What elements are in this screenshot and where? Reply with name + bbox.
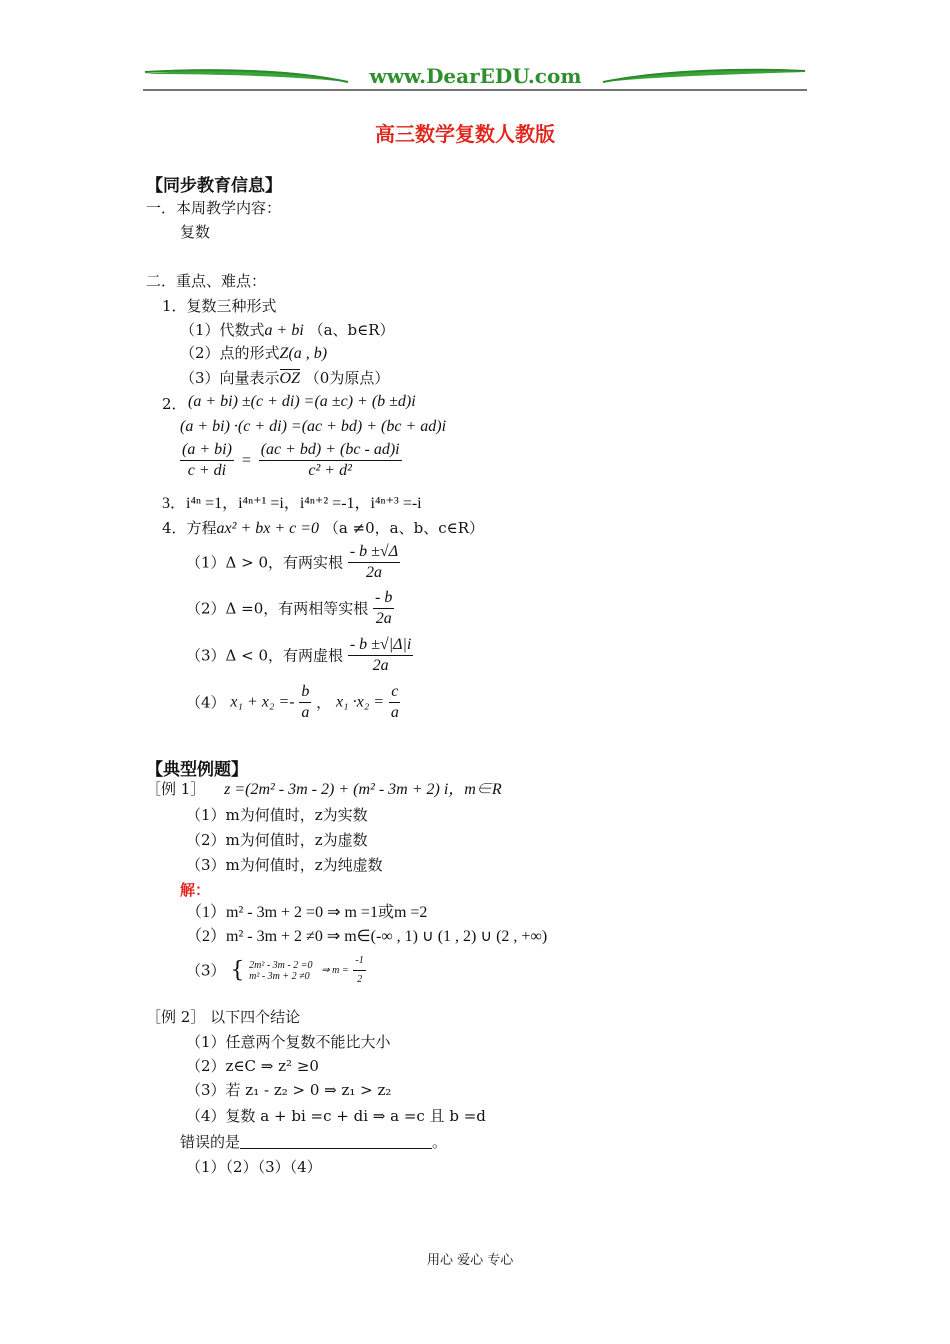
- s2-4a-den: 2a: [365, 564, 382, 581]
- ex2-statement-3: （3）若 z₁ - z₂ > 0 ⇒ z₁ > z₂: [186, 1081, 392, 1099]
- section-heading-examples: 【典型例题】: [146, 760, 248, 780]
- ex2-intro: 以下四个结论: [210, 1008, 301, 1026]
- s2-4a-label: （1）Δ > 0，有两实根: [186, 553, 344, 572]
- s2-4d-product-den: a: [390, 704, 399, 721]
- ex2-label: ［例 2］: [146, 1008, 206, 1026]
- s2-4a-fraction: [348, 543, 400, 582]
- answer-blank[interactable]: [240, 1134, 432, 1149]
- s2-4b-num: - b: [373, 589, 394, 609]
- ex1-a3-system: [249, 960, 312, 982]
- header-banner: [143, 62, 807, 92]
- s2-1a-math: a + bi: [264, 322, 304, 339]
- s2-4d-sum: x₁ + x₂ =-: [230, 693, 295, 711]
- s2-4c-den: 2a: [372, 657, 389, 674]
- s2-1a-cond: （a、b∈R）: [308, 321, 395, 339]
- s2-item-4: [162, 519, 484, 538]
- ex2-statement-1: （1）任意两个复数不能比大小: [186, 1033, 391, 1051]
- s2-2b: (a + bi) ·(c + di) =(ac + bd) + (bc + ad)i: [180, 418, 447, 435]
- s2-2c-right-fraction: [259, 441, 402, 480]
- s2-2c-equals: =: [240, 451, 252, 469]
- s2-1b-label: （2）点的形式: [180, 344, 280, 362]
- ex1-a3-fraction: [353, 952, 365, 989]
- s2-2c-right-den: c² + d²: [308, 462, 352, 479]
- s2-1b-math: Z(a , b): [279, 345, 328, 362]
- s2-4c-num: - b ±√|Δ|i: [348, 636, 414, 656]
- ex1-a3-line2: m² - 3m + 2 ≠0: [249, 970, 310, 982]
- s2-4d-separator: ，: [316, 693, 332, 712]
- ex1-a3-result: ⇒ m =: [321, 964, 349, 976]
- ex2-question-text: 错误的是: [180, 1133, 241, 1151]
- s2-4b-label: （2）Δ =0，有两相等实根: [186, 599, 369, 618]
- s2-item-2-number: 2．: [162, 395, 187, 413]
- s1-body: 复数: [180, 223, 211, 241]
- page-title: 高三数学复数人教版: [375, 122, 555, 146]
- s2-1b: [180, 344, 327, 363]
- s2-item-3: 3．i⁴ⁿ =1，i⁴ⁿ⁺¹ =i，i⁴ⁿ⁺² =-1，i⁴ⁿ⁺³ =-i: [162, 495, 422, 512]
- s2-item-4-label: 4．方程: [162, 519, 217, 537]
- s2-2c: [180, 441, 402, 480]
- s2-1c-label: （3）向量表示: [180, 369, 280, 387]
- s2-4d-sum-num: b: [299, 683, 311, 703]
- s2-2c-right-num: (ac + bd) + (bc - ad)i: [259, 441, 402, 461]
- ex1-a2: （2）m² - 3m + 2 ≠0 ⇒ m∈(-∞ , 1) ∪ (1 , 2) ∪ (2 , +∞): [186, 928, 548, 945]
- s2-4c-label: （3）Δ < 0，有两虚根: [186, 646, 344, 665]
- s2-1c-note: （0为原点）: [304, 369, 390, 387]
- ex2-question-end: 。: [432, 1133, 448, 1151]
- ex1-a3-num: -1: [353, 952, 365, 971]
- s2-2c-left-num: (a + bi): [180, 441, 234, 461]
- s2-2c-left-den: c + di: [187, 462, 227, 479]
- ex1-a3-label: （3）: [186, 961, 226, 980]
- s2-4a-num: - b ±√Δ: [348, 543, 400, 563]
- s2-4b: [186, 589, 394, 628]
- s2-4d-product-num: c: [389, 683, 400, 703]
- ex1-a3: [186, 952, 366, 989]
- ex1-line: [146, 780, 502, 799]
- ex2-statement-4: （4）复数 a + bi =c + di ⇒ a =c 且 b =d: [186, 1107, 486, 1125]
- ex1-label: ［例 1］: [146, 780, 206, 798]
- ex1-q2: （2）m为何值时，z为虚数: [186, 831, 368, 849]
- s2-2c-left-fraction: [180, 441, 234, 480]
- ex1-a3-brace: {: [230, 957, 245, 983]
- s2-4d-label: （4）: [186, 693, 226, 712]
- s2-2a: (a + bi) ±(c + di) =(a ±c) + (b ±d)i: [188, 393, 416, 410]
- s2-4d-product-fraction: [389, 683, 401, 722]
- footer-text: 用心 爱心 专心: [427, 1253, 514, 1268]
- ex1-q1: （1）m为何值时，z为实数: [186, 806, 368, 824]
- ex1-a3-den: 2: [357, 974, 363, 985]
- s2-item-4-cond: （a ≠0，a、b、c∈R）: [323, 519, 484, 537]
- s2-4a: [186, 543, 400, 582]
- ex2-answer: （1）（2）（3）（4）: [186, 1158, 322, 1176]
- s2-item-4-math: ax² + bx + c =0: [216, 520, 320, 537]
- s2-4d-product: x₁ ·x₂ =: [335, 693, 385, 711]
- s2-4c: [186, 636, 413, 675]
- section-heading-info: 【同步教育信息】: [146, 176, 282, 196]
- s2-4b-den: 2a: [375, 610, 392, 627]
- ex1-a3-line1: 2m² - 3m - 2 =0: [249, 959, 313, 971]
- header-site-name[interactable]: www.DearEDU.com: [369, 64, 582, 88]
- s2-4d: [186, 683, 401, 722]
- ex2-question: [180, 1133, 447, 1151]
- s2-1c: [180, 369, 389, 388]
- s2-heading: 二．重点、难点：: [146, 272, 267, 290]
- ex2-line: [146, 1008, 300, 1026]
- ex1-a1: （1）m² - 3m + 2 =0 ⇒ m =1或m =2: [186, 904, 428, 921]
- ex1-math: z =(2m² - 3m - 2) + (m² - 3m + 2) i，m∈R: [224, 781, 502, 798]
- s2-item-1: 1．复数三种形式: [162, 297, 277, 315]
- s2-1a-label: （1）代数式: [180, 321, 265, 339]
- solution-label: 解：: [180, 881, 211, 899]
- ex2-statement-2: （2）z∈C ⇒ z² ≥0: [186, 1057, 319, 1075]
- ex1-q3: （3）m为何值时，z为纯虚数: [186, 856, 383, 874]
- s2-1c-vector: OZ: [279, 370, 300, 387]
- s1-heading: 一．本周教学内容：: [146, 199, 282, 217]
- s2-4d-sum-fraction: [299, 683, 311, 722]
- s2-4c-fraction: [348, 636, 414, 675]
- s2-4b-fraction: [373, 589, 394, 628]
- s2-4d-sum-den: a: [301, 704, 310, 721]
- s2-1a: [180, 321, 395, 340]
